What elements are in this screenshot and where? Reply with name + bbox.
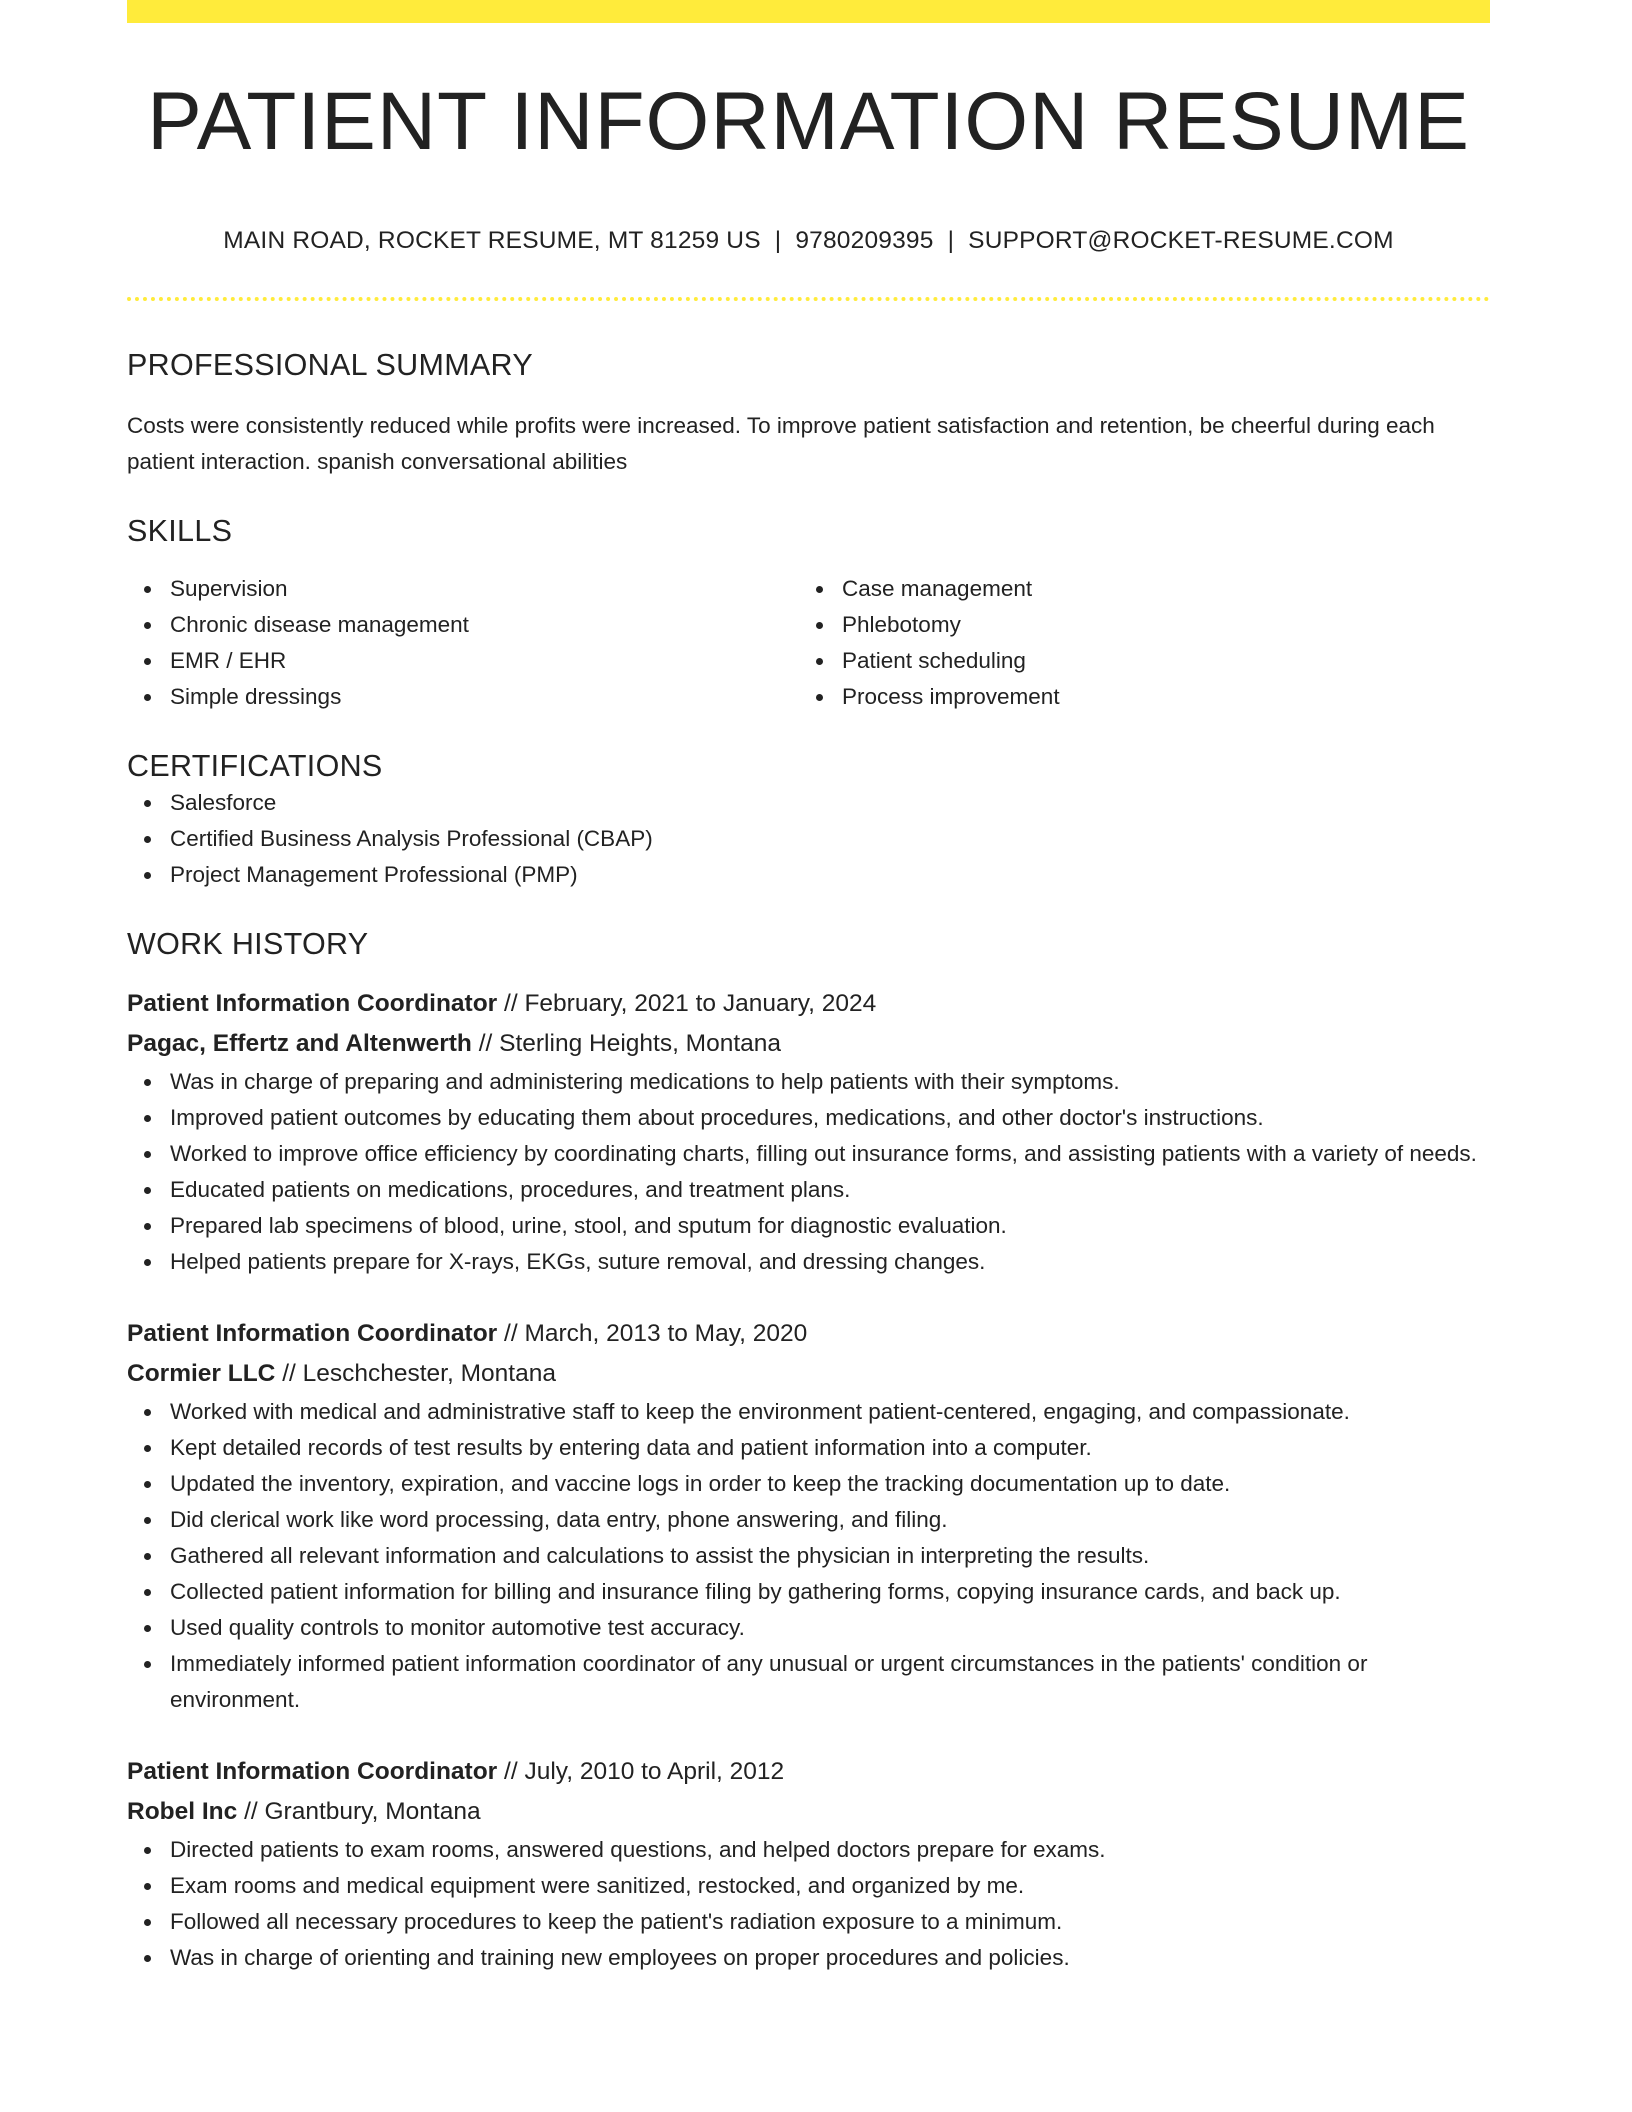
job-bullet: Helped patients prepare for X-rays, EKGs, suture removal, and dressing changes.	[127, 1244, 1490, 1280]
contact-phone: 9780209395	[795, 227, 934, 254]
skill-item: Chronic disease management	[127, 607, 799, 643]
skill-item: EMR / EHR	[127, 643, 799, 679]
job-company-line	[127, 1354, 1490, 1394]
job-company: Pagac, Effertz and Altenwerth	[127, 1030, 472, 1058]
skill-item: Simple dressings	[127, 679, 799, 715]
summary-heading: PROFESSIONAL SUMMARY	[127, 348, 533, 382]
resume-content	[127, 0, 1490, 1976]
job-bullet: Kept detailed records of test results by entering data and patient information into a computer.	[127, 1430, 1490, 1466]
resume-title: PATIENT INFORMATION RESUME	[147, 76, 1470, 167]
job-location: // Sterling Heights, Montana	[478, 1030, 782, 1058]
job-entry	[127, 1752, 1490, 1976]
job-dates: // February, 2021 to January, 2024	[504, 990, 877, 1018]
job-company-line	[127, 1792, 1490, 1832]
job-bullets	[127, 1064, 1490, 1280]
job-bullet: Used quality controls to monitor automotive test accuracy.	[127, 1610, 1490, 1646]
job-title-line	[127, 1752, 1490, 1792]
contact-address: MAIN ROAD, ROCKET RESUME, MT 81259 US	[223, 227, 761, 254]
contact-separator: |	[774, 227, 782, 254]
job-company-line	[127, 1024, 1490, 1064]
skills-heading: SKILLS	[127, 513, 233, 548]
skills-column-left	[127, 571, 799, 715]
job-bullet: Followed all necessary procedures to keep the patient's radiation exposure to a minimum.	[127, 1904, 1490, 1940]
job-bullets	[127, 1832, 1490, 1976]
work-history-section	[127, 926, 1490, 1977]
job-dates: // July, 2010 to April, 2012	[504, 1758, 785, 1786]
job-bullet: Exam rooms and medical equipment were sanitized, restocked, and organized by me.	[127, 1868, 1490, 1904]
job-bullet: Worked to improve office efficiency by coordinating charts, filling out insurance forms, and assisting patients with a variety of needs.	[127, 1136, 1490, 1172]
job-bullet: Was in charge of orienting and training new employees on proper procedures and policies.	[127, 1940, 1490, 1976]
job-location: // Grantbury, Montana	[244, 1798, 481, 1826]
certification-item: Salesforce	[127, 785, 1490, 821]
dotted-divider	[127, 297, 1490, 301]
certification-item: Project Management Professional (PMP)	[127, 857, 1490, 893]
skill-item: Patient scheduling	[799, 643, 1471, 679]
job-entry	[127, 1314, 1490, 1718]
certifications-list	[127, 785, 1490, 893]
contact-separator: |	[947, 227, 955, 254]
certifications-section	[127, 748, 1490, 893]
job-location: // Leschchester, Montana	[282, 1360, 556, 1388]
contact-email: SUPPORT@ROCKET-RESUME.COM	[968, 227, 1394, 254]
skill-item: Supervision	[127, 571, 799, 607]
job-bullet: Updated the inventory, expiration, and vaccine logs in order to keep the tracking documentation up to date.	[127, 1466, 1490, 1502]
job-bullet: Was in charge of preparing and administering medications to help patients with their symptoms.	[127, 1064, 1490, 1100]
contact-line	[127, 227, 1490, 255]
work-history-heading: WORK HISTORY	[127, 926, 369, 961]
skills-list-left	[127, 571, 799, 715]
job-bullets	[127, 1394, 1490, 1718]
job-title-line	[127, 1314, 1490, 1354]
job-company: Cormier LLC	[127, 1360, 276, 1388]
summary-text: Costs were consistently reduced while profits were increased. To improve patient satisfaction and retention, be cheerful during each patient interaction. spanish conversational abilities	[127, 412, 1435, 474]
skills-column-right	[799, 571, 1471, 715]
job-bullet: Improved patient outcomes by educating them about procedures, medications, and other doctor's instructions.	[127, 1100, 1490, 1136]
certification-item: Certified Business Analysis Professional (CBAP)	[127, 821, 1490, 857]
job-bullet: Worked with medical and administrative staff to keep the environment patient-centered, engaging, and compassionate.	[127, 1394, 1490, 1430]
job-dates: // March, 2013 to May, 2020	[504, 1320, 808, 1348]
job-title: Patient Information Coordinator	[127, 1758, 498, 1786]
skills-grid	[127, 571, 1490, 715]
job-entry	[127, 984, 1490, 1280]
skill-item: Process improvement	[799, 679, 1471, 715]
skill-item: Case management	[799, 571, 1471, 607]
job-bullet: Did clerical work like word processing, data entry, phone answering, and filing.	[127, 1502, 1490, 1538]
job-bullet: Prepared lab specimens of blood, urine, stool, and sputum for diagnostic evaluation.	[127, 1208, 1490, 1244]
skills-section	[127, 513, 1490, 716]
job-bullet: Directed patients to exam rooms, answered questions, and helped doctors prepare for exams.	[127, 1832, 1490, 1868]
top-accent-bar	[127, 0, 1490, 23]
job-title-line	[127, 984, 1490, 1024]
skills-list-right	[799, 571, 1471, 715]
job-bullet: Immediately informed patient information coordinator of any unusual or urgent circumstances in the patients' condition or environment.	[127, 1646, 1490, 1718]
job-bullet: Gathered all relevant information and calculations to assist the physician in interpreting the results.	[127, 1538, 1490, 1574]
job-bullet: Collected patient information for billing and insurance filing by gathering forms, copying insurance cards, and back up.	[127, 1574, 1490, 1610]
certifications-heading: CERTIFICATIONS	[127, 749, 383, 784]
job-title: Patient Information Coordinator	[127, 1320, 498, 1348]
skill-item: Phlebotomy	[799, 607, 1471, 643]
job-bullet: Educated patients on medications, procedures, and treatment plans.	[127, 1172, 1490, 1208]
job-title: Patient Information Coordinator	[127, 990, 498, 1018]
summary-section	[127, 347, 1490, 480]
job-company: Robel Inc	[127, 1798, 238, 1826]
